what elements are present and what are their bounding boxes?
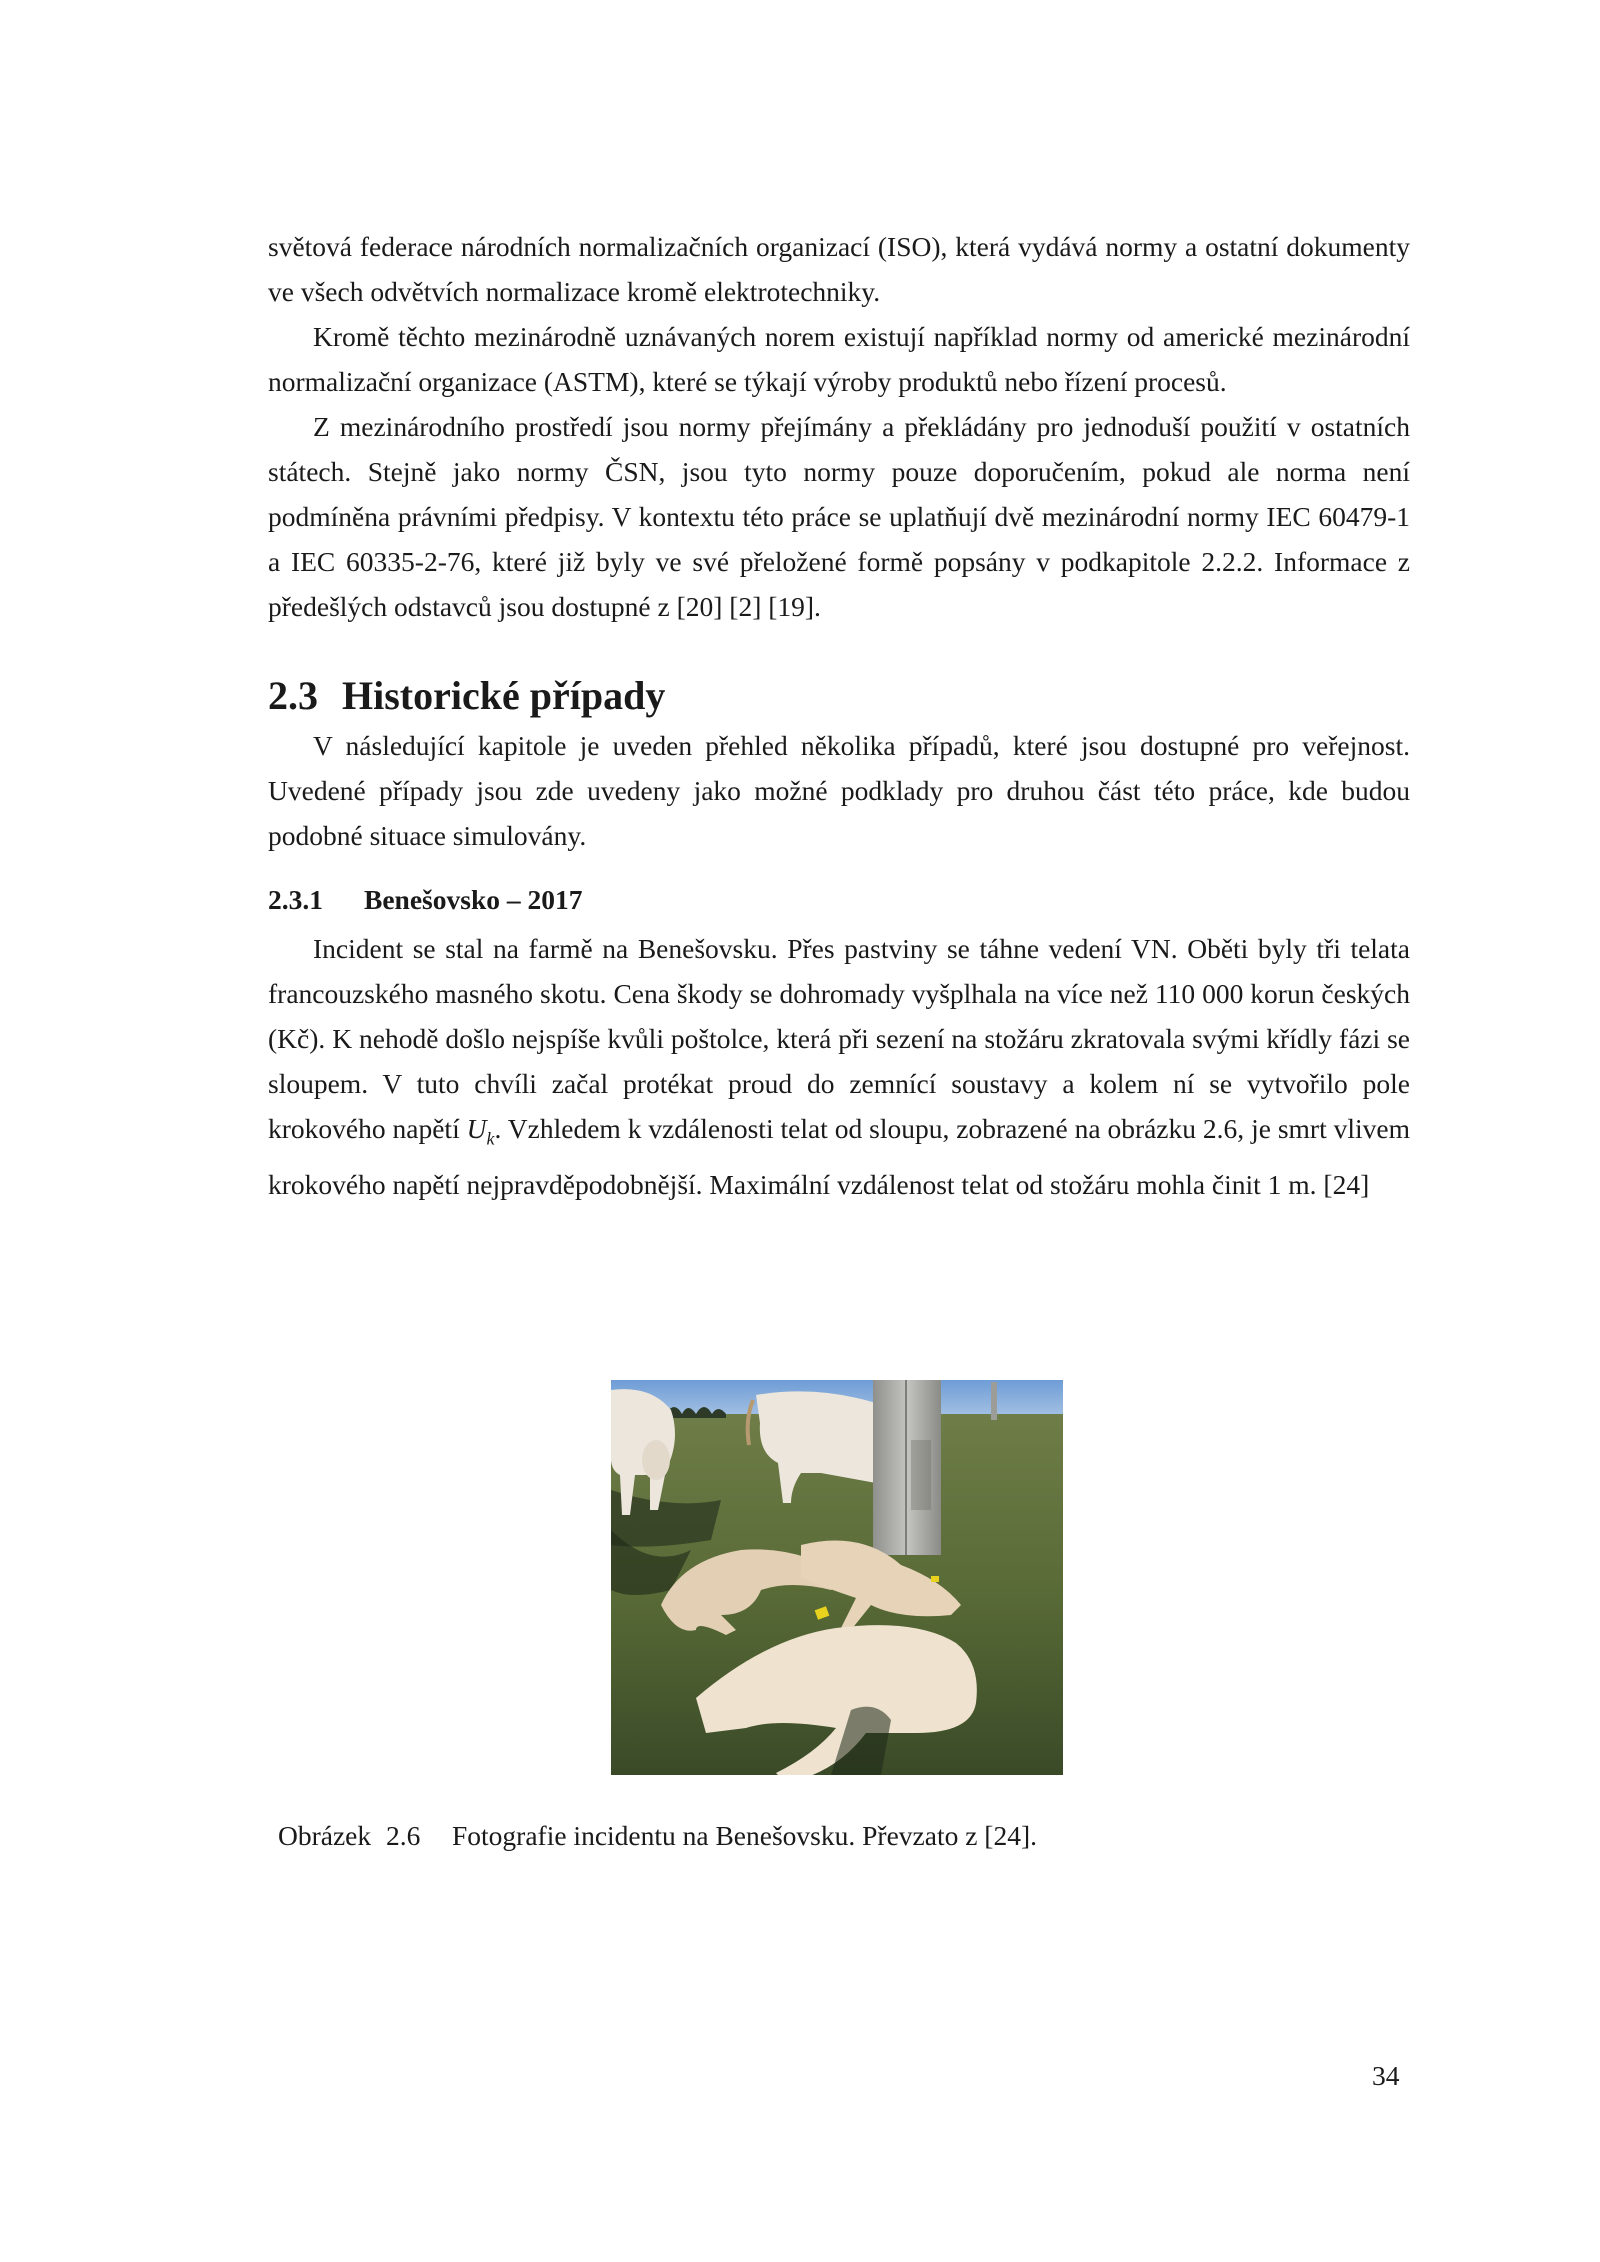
section-number: 2.3 xyxy=(268,673,318,718)
page-content xyxy=(268,224,1410,1207)
subsection-heading xyxy=(268,880,1410,920)
paragraph-international-norms: Z mezinárodního prostředí jsou normy přejímány a překládány pro jednoduší použití v ostatních státech. Stejně jako normy ČSN, jsou tyto normy pouze doporučením, pokud ale norma není podmíněna právními předpisy. V kontextu této práce se uplatňují dvě mezinárodní normy IEC 60479-1 a IEC 60335-2-76, které již byly ve své přeložené formě popsány v podkapitole 2.2.2. Informace z předešlých odstavců jsou dostupné z [20] [2] [19]. xyxy=(268,411,1410,622)
section-intro: V následující kapitole je uveden přehled několika případů, které jsou dostupné pro veřejnost. Uvedené případy jsou zde uvedeny jako možné podklady pro druhou část této práce, kde budou podobné situace simulovány. xyxy=(268,730,1410,851)
paragraph-iso: světová federace národních normalizačních organizací (ISO), která vydává normy a ostatní dokumenty ve všech odvětvích normalizace kromě elektrotechniky. xyxy=(268,231,1410,307)
section-title: Historické případy xyxy=(342,673,666,718)
figure-photo xyxy=(611,1380,1063,1775)
caption-number: 2.6 xyxy=(386,1820,421,1851)
paragraph-astm: Kromě těchto mezinárodně uznávaných norem existují například normy od americké mezinárodní normalizační organizace (ASTM), které se týkají výroby produktů nebo řízení procesů. xyxy=(268,321,1410,397)
subsection-text-1: Incident se stal na farmě na Benešovsku. Přes pastviny se táhne vedení VN. Oběti byly tři telata francouzského masného skotu. Cena škody se dohromady vyšplhala na více než 110 000 korun českých (Kč). K nehodě došlo nejspíše kvůli poštolce, která při sezení na stožáru zkratovala svými křídly fázi se sloupem. V tuto chvíli začal protékat proud do zemnící soustavy a kolem ní se vytvořilo pole krokového napětí xyxy=(268,933,1410,1144)
math-step-voltage: $U_k$ xyxy=(466,1113,495,1149)
subsection-number: 2.3.1 xyxy=(268,884,323,915)
page-number: 34 xyxy=(1372,2060,1400,2091)
figure-caption xyxy=(278,1818,1037,1854)
incident-photo-image xyxy=(611,1380,1063,1775)
caption-text: Fotografie incidentu na Benešovsku. Převzato z [24]. xyxy=(452,1820,1037,1851)
section-heading xyxy=(268,671,1410,721)
caption-label: Obrázek xyxy=(278,1820,372,1851)
subsection-text-2: . Vzhledem k vzdálenosti telat od sloupu, zobrazené na obrázku 2.6, je smrt vlivem krokového napětí nejpravděpodobnější. Maximální vzdálenost telat od stožáru mohla činit 1 m. [24] xyxy=(268,1113,1410,1200)
subsection-paragraph xyxy=(268,926,1410,1207)
subsection-title: Benešovsko – 2017 xyxy=(364,884,583,915)
